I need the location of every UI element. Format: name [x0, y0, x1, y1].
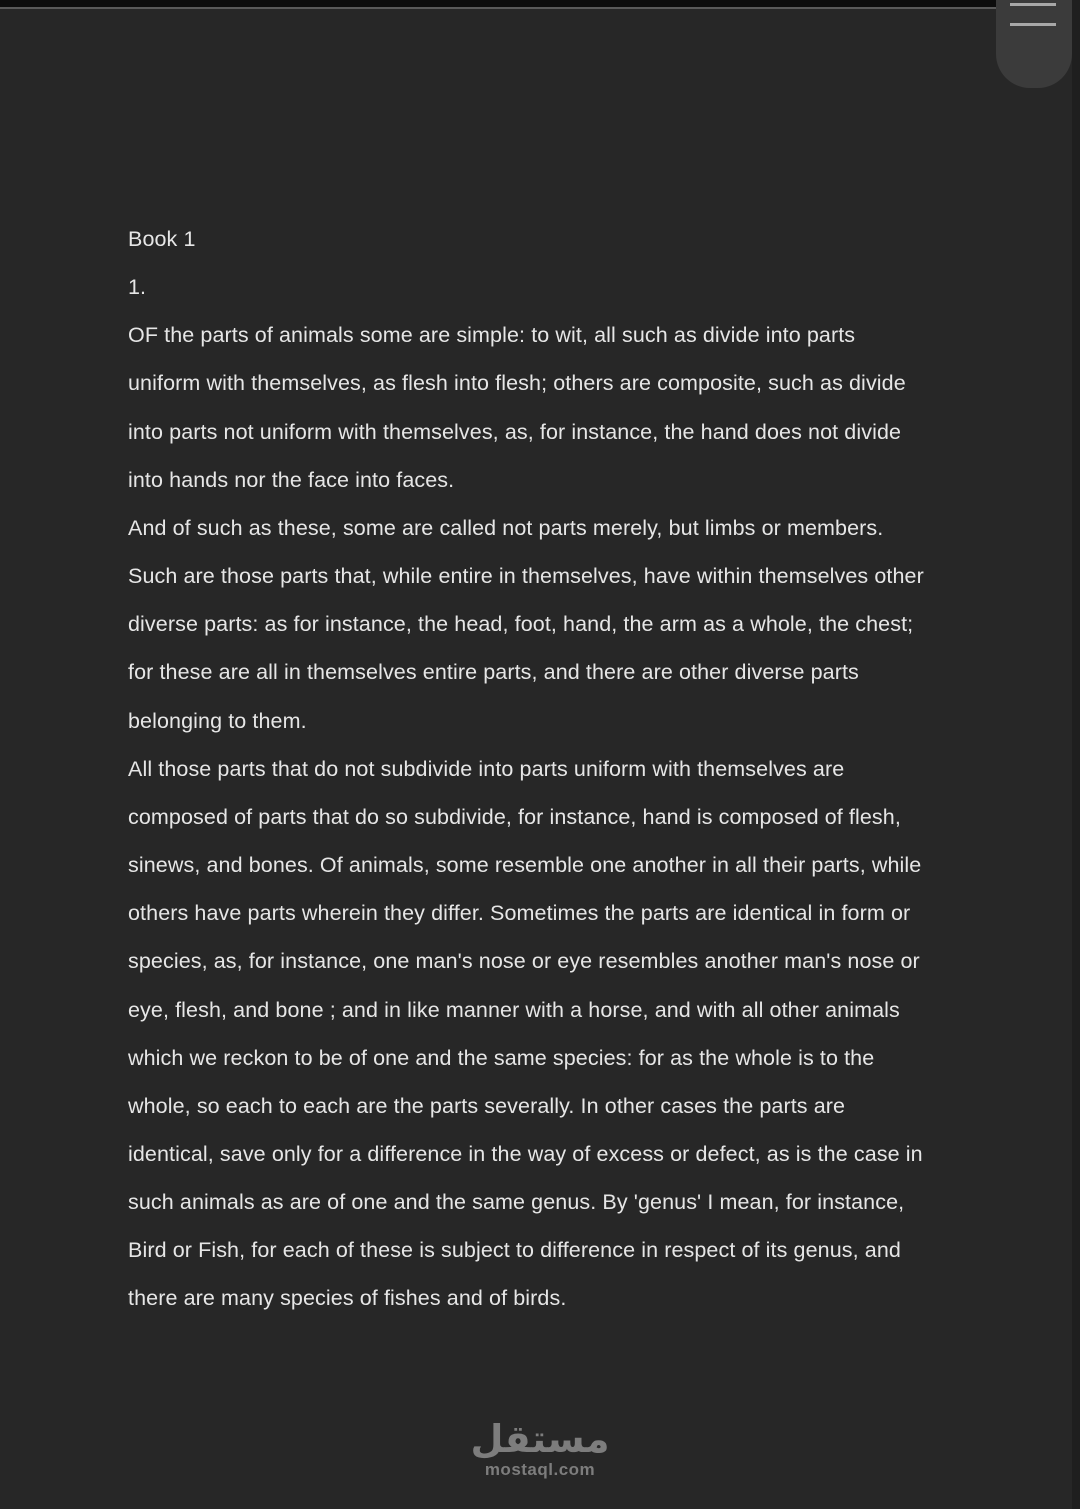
chapter-number: 1. [128, 275, 147, 300]
menu-button[interactable] [996, 0, 1072, 88]
watermark [430, 1418, 650, 1480]
book-text [128, 215, 928, 1323]
menu-icon-bar [1010, 3, 1056, 6]
scrollbar[interactable] [1072, 0, 1080, 1509]
paragraph: OF the parts of animals some are simple: to wit, all such as divide into parts uniform with themselves, as flesh into flesh; others are composite, such as divide into parts not uniform with themselves, as, for instance, the hand does not divide into hands nor the face into faces. [128, 323, 906, 492]
menu-icon-bar [1010, 23, 1056, 26]
book-heading: Book 1 [128, 227, 196, 251]
watermark-url: mostaql.com [484, 1460, 596, 1479]
top-divider [0, 0, 1000, 9]
paragraph: And of such as these, some are called not parts merely, but limbs or members. Such are those parts that, while entire in themselves, have within themselves other diverse parts: as for instance, the head, foot, hand, the arm as a whole, the chest; for these are all in themselves entire parts, and there are other diverse parts belonging to them. [128, 515, 924, 733]
watermark-logo: مستقل [470, 1417, 610, 1461]
paragraph: All those parts that do not subdivide into parts uniform with themselves are composed of parts that do so subdivide, for instance, hand is composed of flesh, sinews, and bones. Of animals, some resemble one another in all their parts, while others have parts wherein they differ. Sometimes the parts are identical in form or species, as, for instance, one man's nose or eye resembles another man's nose or eye, flesh, and bone ; and in like manner with a horse, and with all other animals which we reckon to be of one and the same species: for as the whole is to the whole, so each to each are the parts severally. In other cases the parts are identical, save only for a difference in the way of excess or defect, as is the case in such animals as are of one and the same genus. By 'genus' I mean, for instance, Bird or Fish, for each of these is subject to difference in respect of its genus, and there are many species of fishes and of birds. [128, 756, 923, 1311]
